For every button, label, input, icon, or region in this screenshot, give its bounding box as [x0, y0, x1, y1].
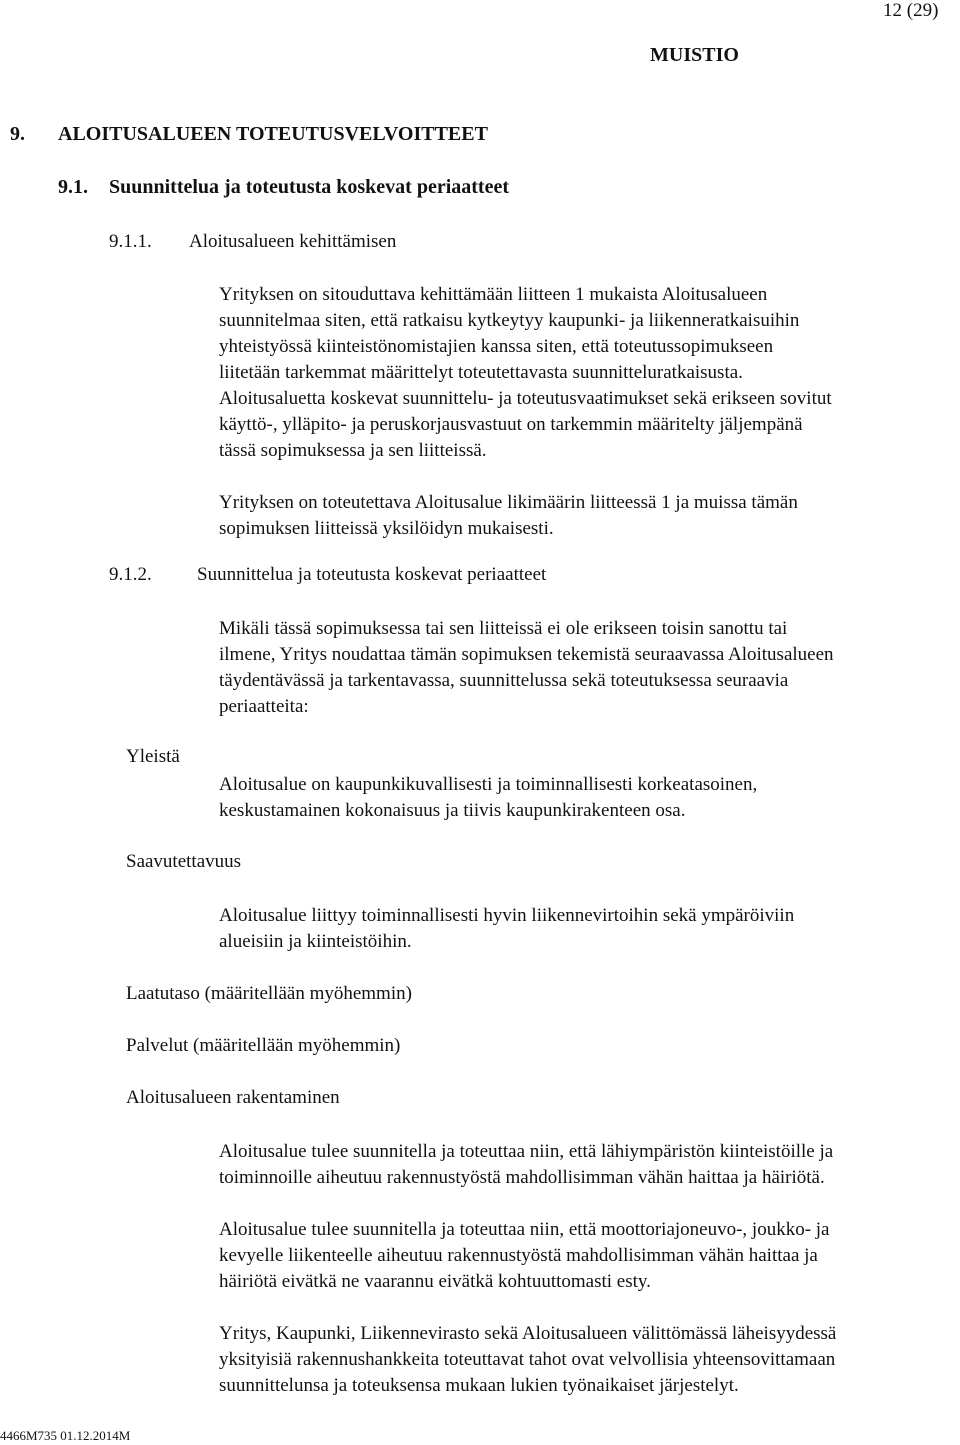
page-number: 12 (29) [883, 0, 939, 21]
palvelut-heading: Palvelut (määritellään myöhemmin) [126, 1035, 401, 1056]
section-9-1-2-number: 9.1.2. [109, 564, 152, 585]
section-9-1-1-paragraph-1: Yrityksen on sitouduttava kehittämään liitteen 1 mukaista Aloitusalueen suunnitelmaa siten, että ratkaisu kytkeytyy kaupunki- ja liikenneratkaisuihin yhteistyössä kiinteistönomistajien kanssa siten, että toteutussopimukseen liitetään tarkemmat määrittelyt toteutettavasta suunnitteluratkaisusta. Aloitusaluetta koskevat suunnittelu- ja toteutusvaatimukset sekä erikseen sovitut käyttö-, ylläpito- ja peruskorjausvastuut on tarkemmin määritelty jäljempänä tässä sopimuksessa ja sen liitteissä. [219, 284, 832, 461]
rakentaminen-paragraph-3: Yritys, Kaupunki, Liikennevirasto sekä Aloitusalueen välittömässä läheisyydessä yksityisiä rakennushankkeita toteuttavat tahot ovat velvollisia yhteensovittamaan suunnittelunsa ja toteuksensa mukaan lukien työnaikaiset järjestelyt. [219, 1323, 837, 1396]
rakentaminen-paragraph-2: Aloitusalue tulee suunnitella ja toteuttaa niin, että moottoriajoneuvo-, joukko- ja kevyelle liikenteelle aiheutuu rakennustyöstä mahdollisimman vähän haittaa ja häiriötä eivätkä ne vaarannu eivätkä kohtuuttomasti esty. [219, 1219, 830, 1292]
rakentaminen-paragraph-1: Aloitusalue tulee suunnitella ja toteuttaa niin, että lähiympäristön kiinteistöille ja toiminnoille aiheutuu rakennustyöstä mahdollisimman vähän haittaa ja häiriötä. [219, 1141, 834, 1188]
yleista-text: Aloitusalue on kaupunkikuvallisesti ja toiminnallisesti korkeatasoinen, keskustamainen kokonaisuus ja tiivis kaupunkirakenteen osa. [219, 774, 758, 821]
section-9-1-1-number: 9.1.1. [109, 231, 152, 252]
section-9-1-number: 9.1. [58, 176, 88, 198]
saavutettavuus-heading: Saavutettavuus [126, 851, 242, 872]
saavutettavuus-text: Aloitusalue liittyy toiminnallisesti hyvin liikennevirtoihin sekä ympäröiviin alueisiin ja kiinteistöihin. [219, 905, 795, 952]
document-type-title: MUISTIO [650, 44, 739, 66]
laatutaso-heading: Laatutaso (määritellään myöhemmin) [126, 983, 412, 1004]
section-9-number: 9. [10, 123, 25, 145]
section-9-1-1-paragraph-2: Yrityksen on toteutettava Aloitusalue likimäärin liitteessä 1 ja muissa tämän sopimuksen liitteissä yksilöidyn mukaisesti. [219, 492, 798, 539]
section-9-1-2-intro: Mikäli tässä sopimuksessa tai sen liitteissä ei ole erikseen toisin sanottu tai ilmene, Yritys noudattaa tämän sopimuksen tekemistä seuraavassa Aloitusalueen täydentävässä ja tarkentavassa, suunnittelussa sekä toteutuksessa seuraavia periaatteita: [219, 618, 834, 717]
section-9-1-2-title: Suunnittelua ja toteutusta koskevat periaatteet [197, 564, 547, 585]
yleista-heading: Yleistä [126, 746, 180, 767]
section-9-title: ALOITUSALUEEN TOTEUTUSVELVOITTEET [58, 123, 488, 145]
section-9-1-1-title: Aloitusalueen kehittämisen [189, 231, 397, 252]
rakentaminen-heading: Aloitusalueen rakentaminen [126, 1087, 340, 1108]
section-9-1-title: Suunnittelua ja toteutusta koskevat periaatteet [109, 176, 509, 198]
footer-document-code: 4466M735 01.12.2014M [0, 1428, 131, 1443]
